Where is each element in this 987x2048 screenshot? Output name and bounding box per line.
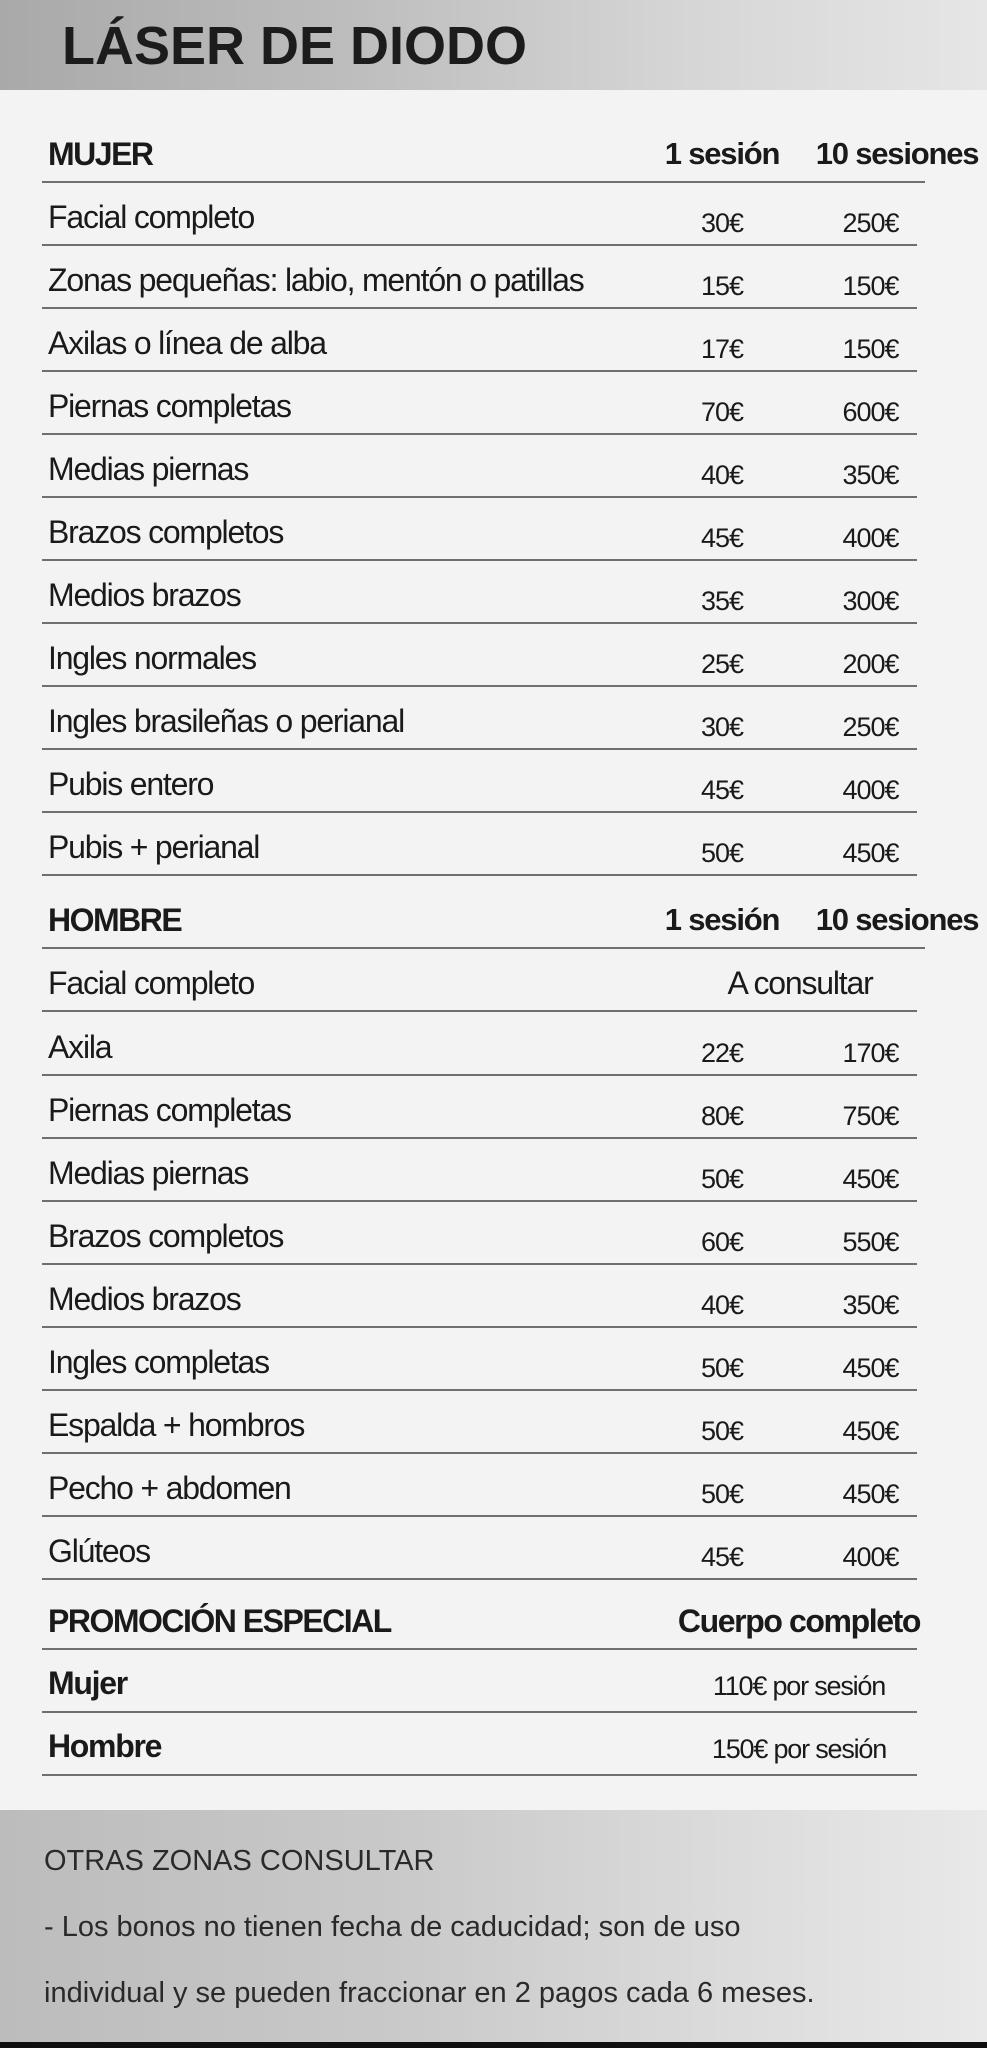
price-row xyxy=(42,496,917,561)
price-row xyxy=(42,811,917,876)
promo-row xyxy=(42,1711,917,1776)
price-row xyxy=(42,559,917,624)
price-row xyxy=(42,370,917,435)
column-header-1-session: 1 sesión xyxy=(664,136,780,171)
promo-price: 110€ por sesión xyxy=(712,1671,886,1701)
price-10-sessions: 450€ xyxy=(842,1416,899,1446)
column-header-10-sessions: 10 sesiones xyxy=(815,902,979,937)
zone-label: Pubis entero xyxy=(48,766,214,802)
price-10-sessions: 450€ xyxy=(842,1353,899,1383)
price-10-sessions: 150€ xyxy=(842,334,899,364)
price-1-session: 15€ xyxy=(700,271,744,301)
price-row xyxy=(42,1515,917,1580)
zone-label: Pubis + perianal xyxy=(48,829,260,865)
promo-row xyxy=(42,1648,917,1713)
zone-label: Medios brazos xyxy=(48,1281,241,1317)
price-1-session: 45€ xyxy=(700,1542,744,1572)
price-row xyxy=(42,1200,917,1265)
footer-other-zones: OTRAS ZONAS CONSULTAR xyxy=(44,1845,435,1877)
price-10-sessions: 350€ xyxy=(842,460,899,490)
price-row xyxy=(42,748,917,813)
promo-section-header xyxy=(42,1585,921,1650)
price-10-sessions: 300€ xyxy=(842,586,899,616)
price-10-sessions: 150€ xyxy=(842,271,899,301)
zone-label: Medias piernas xyxy=(48,451,249,487)
zone-label: Medias piernas xyxy=(48,1155,249,1191)
section-title: PROMOCIÓN ESPECIAL xyxy=(48,1603,391,1639)
price-row xyxy=(42,1011,917,1076)
zone-label: Ingles completas xyxy=(48,1344,269,1380)
price-row xyxy=(42,622,917,687)
promo-column-header: Cuerpo completo xyxy=(677,1603,921,1639)
zone-label: Medios brazos xyxy=(48,577,241,613)
price-10-sessions: 550€ xyxy=(842,1227,899,1257)
price-row xyxy=(42,181,917,246)
price-row xyxy=(42,1326,917,1391)
price-row xyxy=(42,1452,917,1517)
price-1-session: 50€ xyxy=(700,838,744,868)
price-row xyxy=(42,1263,917,1328)
price-10-sessions: 750€ xyxy=(842,1101,899,1131)
zone-label: Glúteos xyxy=(48,1533,150,1569)
footer-note-line: - Los bonos no tienen fecha de caducidad; son de uso xyxy=(44,1911,741,1943)
price-1-session: 17€ xyxy=(700,334,744,364)
price-10-sessions: 350€ xyxy=(842,1290,899,1320)
bottom-divider xyxy=(0,2042,987,2048)
price-10-sessions: 250€ xyxy=(842,208,899,238)
price-1-session: 40€ xyxy=(700,1290,744,1320)
price-1-session: 80€ xyxy=(700,1101,744,1131)
price-row xyxy=(42,1074,917,1139)
price-1-session: 22€ xyxy=(700,1038,744,1068)
price-1-session: 70€ xyxy=(700,397,744,427)
column-header-1-session: 1 sesión xyxy=(664,902,780,937)
footer-note-line: individual y se pueden fraccionar en 2 pagos cada 6 meses. xyxy=(44,1977,815,2009)
zone-label: Brazos completos xyxy=(48,514,284,550)
price-1-session: 50€ xyxy=(700,1479,744,1509)
header-banner xyxy=(0,0,987,90)
price-row xyxy=(42,433,917,498)
zone-label: Facial completo xyxy=(48,965,255,1001)
price-10-sessions: 170€ xyxy=(842,1038,899,1068)
footer-notes xyxy=(0,1810,987,2048)
price-1-session: 35€ xyxy=(700,586,744,616)
promo-label: Mujer xyxy=(48,1665,127,1701)
hombre-section-header xyxy=(42,884,979,949)
price-10-sessions: 450€ xyxy=(842,838,899,868)
zone-label: Ingles brasileñas o perianal xyxy=(48,703,404,739)
zone-label: Zonas pequeñas: labio, mentón o patillas xyxy=(48,262,584,298)
zone-label: Pecho + abdomen xyxy=(48,1470,291,1506)
price-row xyxy=(42,244,917,309)
price-row xyxy=(42,947,917,1012)
zone-label: Ingles normales xyxy=(48,640,256,676)
price-10-sessions: 200€ xyxy=(842,649,899,679)
promo-label: Hombre xyxy=(48,1728,162,1764)
price-1-session: 45€ xyxy=(700,523,744,553)
zone-label: Facial completo xyxy=(48,199,255,235)
price-1-session: 50€ xyxy=(700,1353,744,1383)
zone-label: Piernas completas xyxy=(48,388,291,424)
price-row xyxy=(42,307,917,372)
section-title: MUJER xyxy=(48,136,153,172)
mujer-section-header xyxy=(42,118,979,183)
price-10-sessions: 400€ xyxy=(842,523,899,553)
price-row xyxy=(42,1137,917,1202)
promo-price: 150€ por sesión xyxy=(711,1734,887,1764)
price-1-session: 30€ xyxy=(700,712,744,742)
price-1-session: 60€ xyxy=(700,1227,744,1257)
price-consult: A consultar xyxy=(727,965,873,1001)
price-10-sessions: 450€ xyxy=(842,1479,899,1509)
price-row xyxy=(42,1389,917,1454)
price-1-session: 50€ xyxy=(700,1416,744,1446)
price-10-sessions: 450€ xyxy=(842,1164,899,1194)
price-row xyxy=(42,685,917,750)
price-1-session: 30€ xyxy=(700,208,744,238)
price-10-sessions: 600€ xyxy=(842,397,899,427)
page-title: LÁSER DE DIODO xyxy=(62,16,528,76)
price-1-session: 40€ xyxy=(700,460,744,490)
column-header-10-sessions: 10 sesiones xyxy=(815,136,979,171)
zone-label: Piernas completas xyxy=(48,1092,291,1128)
price-10-sessions: 400€ xyxy=(842,1542,899,1572)
section-title: HOMBRE xyxy=(48,902,182,938)
price-1-session: 45€ xyxy=(700,775,744,805)
zone-label: Espalda + hombros xyxy=(48,1407,305,1443)
price-10-sessions: 400€ xyxy=(842,775,899,805)
price-1-session: 50€ xyxy=(700,1164,744,1194)
zone-label: Axilas o línea de alba xyxy=(48,325,326,361)
price-1-session: 25€ xyxy=(700,649,744,679)
zone-label: Brazos completos xyxy=(48,1218,284,1254)
zone-label: Axila xyxy=(48,1029,112,1065)
price-10-sessions: 250€ xyxy=(842,712,899,742)
